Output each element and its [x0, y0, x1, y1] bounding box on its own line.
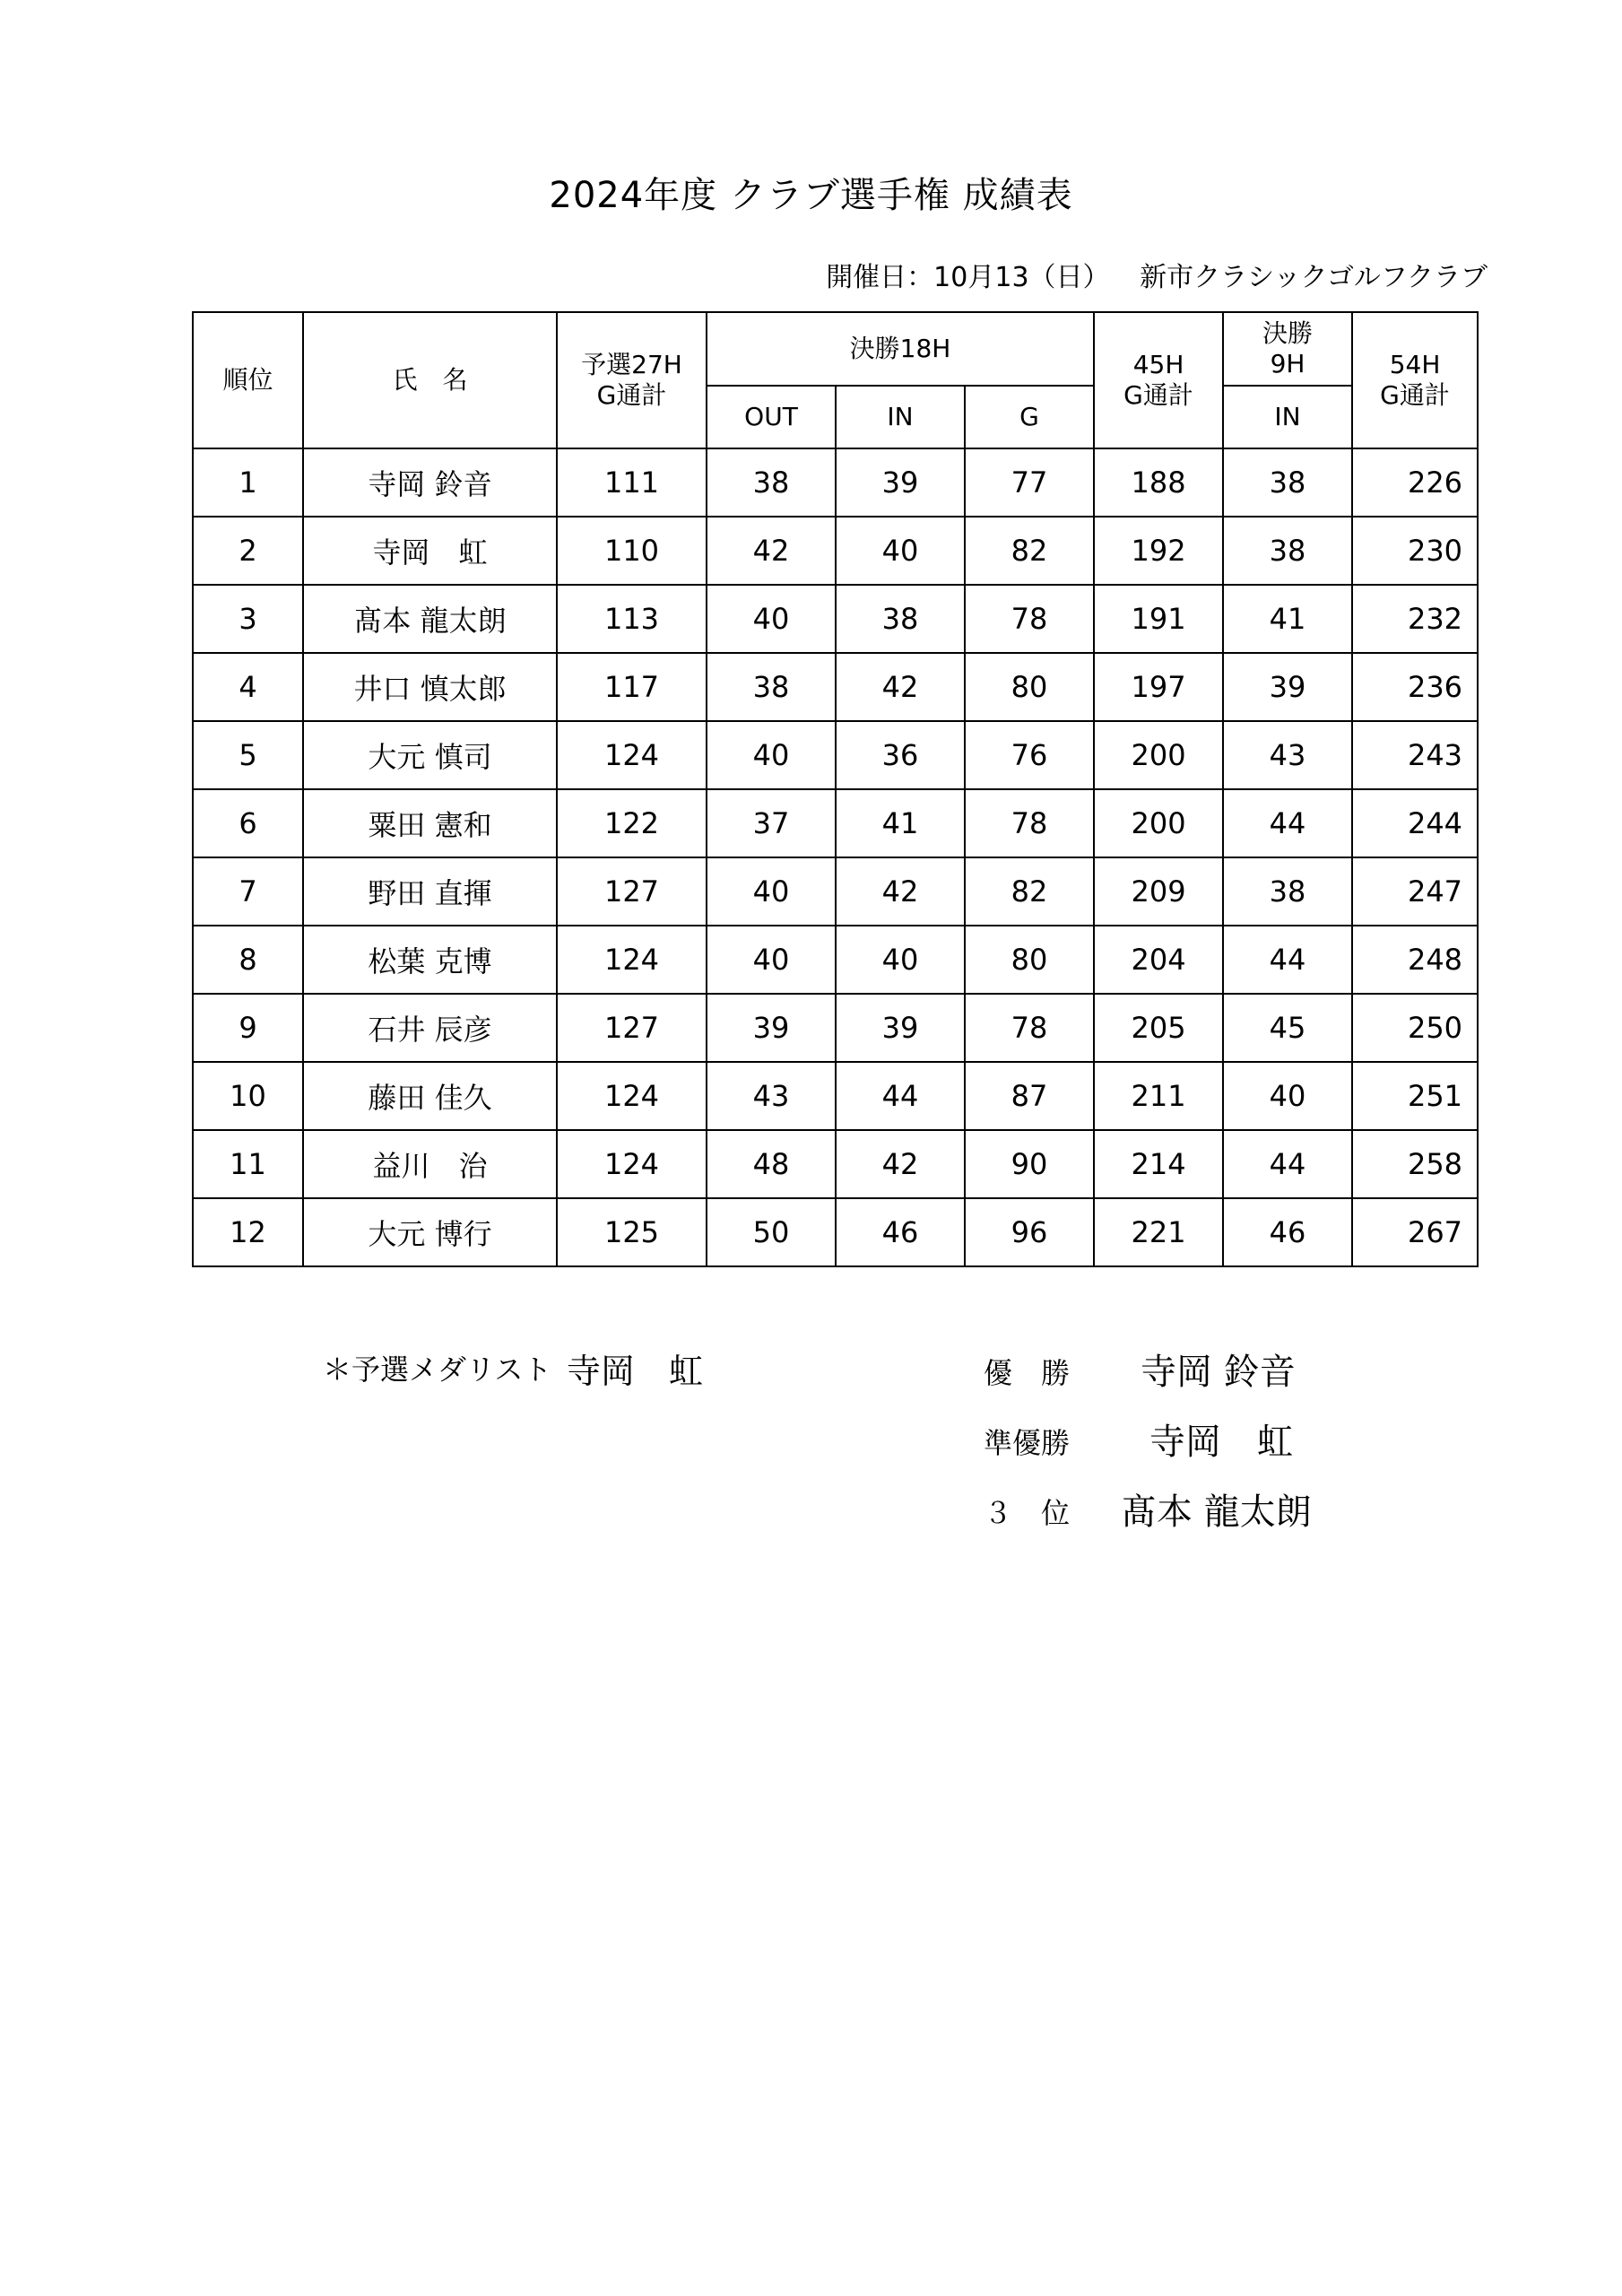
total-54h: 258 [1352, 1130, 1478, 1198]
gross-score: 78 [965, 994, 1094, 1062]
in-score: 42 [836, 857, 965, 926]
rank-cell: 4 [193, 653, 303, 721]
qualifying-total: 111 [557, 448, 707, 517]
medalist-label: ＊予選メダリスト [323, 1352, 552, 1387]
results-table [192, 311, 1479, 1267]
in-score: 38 [836, 585, 965, 653]
in-score: 36 [836, 721, 965, 789]
qualifying-total: 113 [557, 585, 707, 653]
total-45h: 192 [1094, 517, 1223, 585]
player-name: 益川 治 [303, 1130, 557, 1198]
rank-cell: 5 [193, 721, 303, 789]
qualifying-total: 127 [557, 857, 707, 926]
out-score: 50 [707, 1198, 836, 1266]
out-score: 40 [707, 926, 836, 994]
gross-score: 78 [965, 789, 1094, 857]
table-row [193, 926, 1478, 994]
total-54h: 230 [1352, 517, 1478, 585]
in-score: 41 [836, 789, 965, 857]
in-score: 40 [836, 517, 965, 585]
total-54h: 248 [1352, 926, 1478, 994]
rank-cell: 6 [193, 789, 303, 857]
qualifying-total: 122 [557, 789, 707, 857]
total-54h: 232 [1352, 585, 1478, 653]
gross-score: 96 [965, 1198, 1094, 1266]
total-54h: 250 [1352, 994, 1478, 1062]
final-9-in: 38 [1223, 448, 1352, 517]
player-name: 大元 博行 [303, 1198, 557, 1266]
player-name: 寺岡 鈴音 [303, 448, 557, 517]
header-54h-total [1352, 312, 1478, 448]
out-score: 38 [707, 653, 836, 721]
header-final-9-in: IN [1223, 386, 1352, 448]
player-name: 野田 直揮 [303, 857, 557, 926]
rank-cell: 3 [193, 585, 303, 653]
final-9-in: 41 [1223, 585, 1352, 653]
out-score: 39 [707, 994, 836, 1062]
table-row [193, 1062, 1478, 1130]
table-row [193, 721, 1478, 789]
rank-cell: 8 [193, 926, 303, 994]
gross-score: 76 [965, 721, 1094, 789]
in-score: 42 [836, 1130, 965, 1198]
table-row [193, 1198, 1478, 1266]
player-name: 寺岡 虹 [303, 517, 557, 585]
total-45h: 221 [1094, 1198, 1223, 1266]
rank-cell: 9 [193, 994, 303, 1062]
total-45h: 200 [1094, 721, 1223, 789]
rank-cell: 10 [193, 1062, 303, 1130]
out-score: 40 [707, 857, 836, 926]
player-name: 髙本 龍太朗 [303, 585, 557, 653]
total-54h: 267 [1352, 1198, 1478, 1266]
qualifying-total: 124 [557, 1130, 707, 1198]
event-date: 開催日：10月13（日） [826, 262, 1110, 293]
qualifying-total: 124 [557, 926, 707, 994]
qualifying-total: 125 [557, 1198, 707, 1266]
gross-score: 87 [965, 1062, 1094, 1130]
total-45h: 209 [1094, 857, 1223, 926]
total-45h: 188 [1094, 448, 1223, 517]
table-row [193, 857, 1478, 926]
award-third-label: ３ 位 [984, 1496, 1071, 1530]
in-score: 42 [836, 653, 965, 721]
final-9-in: 38 [1223, 857, 1352, 926]
rank-cell: 1 [193, 448, 303, 517]
player-name: 松葉 克博 [303, 926, 557, 994]
gross-score: 82 [965, 857, 1094, 926]
total-54h: 236 [1352, 653, 1478, 721]
header-qualifying [557, 312, 707, 448]
total-54h: 243 [1352, 721, 1478, 789]
gross-score: 80 [965, 653, 1094, 721]
header-in: IN [836, 386, 965, 448]
in-score: 40 [836, 926, 965, 994]
out-score: 48 [707, 1130, 836, 1198]
award-runner-up-name: 寺岡 虹 [1149, 1422, 1293, 1463]
header-54h-line1: 54H [1389, 350, 1441, 379]
gross-score: 80 [965, 926, 1094, 994]
in-score: 44 [836, 1062, 965, 1130]
medalist-name: 寺岡 虹 [567, 1352, 704, 1391]
final-9-in: 45 [1223, 994, 1352, 1062]
qualifying-total: 124 [557, 1062, 707, 1130]
total-45h: 204 [1094, 926, 1223, 994]
in-score: 46 [836, 1198, 965, 1266]
award-third-name: 髙本 龍太朗 [1121, 1492, 1312, 1533]
out-score: 40 [707, 721, 836, 789]
page-title: 2024年度 クラブ選手権 成績表 [549, 175, 1073, 216]
total-45h: 200 [1094, 789, 1223, 857]
rank-cell: 2 [193, 517, 303, 585]
header-45h-total [1094, 312, 1223, 448]
final-9-in: 39 [1223, 653, 1352, 721]
qualifying-total: 127 [557, 994, 707, 1062]
out-score: 37 [707, 789, 836, 857]
header-g: G [965, 386, 1094, 448]
player-name: 井口 慎太郎 [303, 653, 557, 721]
header-qualifying-line1: 予選27H [581, 350, 682, 379]
out-score: 42 [707, 517, 836, 585]
final-9-in: 43 [1223, 721, 1352, 789]
out-score: 38 [707, 448, 836, 517]
player-name: 藤田 佳久 [303, 1062, 557, 1130]
total-45h: 214 [1094, 1130, 1223, 1198]
header-name: 氏 名 [303, 312, 557, 448]
total-54h: 247 [1352, 857, 1478, 926]
header-45h-line1: 45H [1132, 350, 1184, 379]
award-winner-name: 寺岡 鈴音 [1141, 1352, 1296, 1393]
total-45h: 197 [1094, 653, 1223, 721]
qualifying-total: 124 [557, 721, 707, 789]
total-45h: 191 [1094, 585, 1223, 653]
qualifying-total: 117 [557, 653, 707, 721]
table-row [193, 789, 1478, 857]
gross-score: 90 [965, 1130, 1094, 1198]
rank-cell: 11 [193, 1130, 303, 1198]
player-name: 石井 辰彦 [303, 994, 557, 1062]
player-name: 粟田 憲和 [303, 789, 557, 857]
in-score: 39 [836, 994, 965, 1062]
table-row [193, 994, 1478, 1062]
event-info [826, 255, 1488, 294]
header-out: OUT [707, 386, 836, 448]
total-54h: 244 [1352, 789, 1478, 857]
header-rank: 順位 [193, 312, 303, 448]
table-row [193, 585, 1478, 653]
table-row [193, 448, 1478, 517]
rank-cell: 7 [193, 857, 303, 926]
total-54h: 226 [1352, 448, 1478, 517]
final-9-in: 38 [1223, 517, 1352, 585]
header-final-9-line2: 9H [1270, 349, 1305, 378]
header-final-9 [1223, 312, 1352, 386]
final-9-in: 40 [1223, 1062, 1352, 1130]
award-runner-up-label: 準優勝 [984, 1426, 1071, 1460]
out-score: 40 [707, 585, 836, 653]
gross-score: 77 [965, 448, 1094, 517]
gross-score: 82 [965, 517, 1094, 585]
total-45h: 205 [1094, 994, 1223, 1062]
table-row [193, 653, 1478, 721]
header-45h-line2: G通計 [1123, 380, 1193, 410]
gross-score: 78 [965, 585, 1094, 653]
player-name: 大元 慎司 [303, 721, 557, 789]
award-winner-label: 優 勝 [984, 1356, 1071, 1390]
header-54h-line2: G通計 [1380, 380, 1450, 410]
in-score: 39 [836, 448, 965, 517]
final-9-in: 44 [1223, 1130, 1352, 1198]
final-9-in: 44 [1223, 926, 1352, 994]
total-54h: 251 [1352, 1062, 1478, 1130]
header-final-18: 決勝18H [707, 312, 1094, 386]
total-45h: 211 [1094, 1062, 1223, 1130]
final-9-in: 44 [1223, 789, 1352, 857]
table-row [193, 1130, 1478, 1198]
table-row [193, 517, 1478, 585]
event-venue: 新市クラシックゴルフクラブ [1140, 262, 1488, 293]
rank-cell: 12 [193, 1198, 303, 1266]
qualifying-total: 110 [557, 517, 707, 585]
final-9-in: 46 [1223, 1198, 1352, 1266]
header-final-9-line1: 決勝 [1262, 318, 1314, 348]
header-qualifying-line2: G通計 [596, 380, 667, 410]
out-score: 43 [707, 1062, 836, 1130]
